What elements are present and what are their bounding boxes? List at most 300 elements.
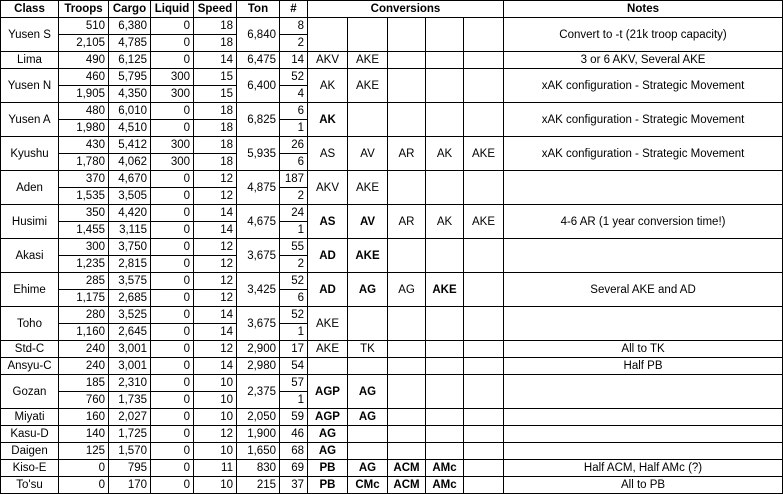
ton-cell: 6,840 [237,18,280,52]
troops-cell: 1,980 [59,120,109,137]
ton-cell: 6,475 [237,52,280,69]
conversion-cell [348,443,388,460]
ton-cell: 2,050 [237,409,280,426]
conversion-cell [464,69,504,103]
conversion-cell [308,18,348,52]
liquid-cell: 0 [151,341,194,358]
ton-cell: 3,675 [237,239,280,273]
conversion-cell: CMc [348,477,388,494]
class-cell: Kiso-E [1,460,59,477]
count-cell: 8 [280,18,308,35]
class-cell: Ansyu-C [1,358,59,375]
class-cell: Std-C [1,341,59,358]
troops-cell: 285 [59,273,109,290]
conversion-cell [426,443,464,460]
conversion-cell: AK [308,103,348,137]
conversion-cell: ACM [388,477,426,494]
ton-cell: 4,675 [237,205,280,239]
conversion-cell [388,307,426,341]
table-row [1,273,783,290]
notes-cell [504,307,783,341]
speed-cell: 12 [194,171,237,188]
table-row [1,69,783,86]
count-cell: 2 [280,188,308,205]
conversion-cell [464,409,504,426]
header-troops: Troops [59,1,109,18]
header-row [1,1,783,18]
notes-cell [504,239,783,273]
count-cell: 4 [280,86,308,103]
conversion-cell: AG [308,426,348,443]
liquid-cell: 0 [151,307,194,324]
conversion-cell: AS [308,137,348,171]
cargo-cell: 4,785 [109,35,151,52]
notes-cell: 4-6 AR (1 year conversion time!) [504,205,783,239]
conversion-cell: AKV [308,171,348,205]
conversion-cell [464,358,504,375]
speed-cell: 18 [194,18,237,35]
speed-cell: 10 [194,477,237,494]
notes-cell: Half PB [504,358,783,375]
count-cell: 17 [280,341,308,358]
speed-cell: 12 [194,256,237,273]
conversion-cell: TK [348,341,388,358]
notes-cell: Convert to -t (21k troop capacity) [504,18,783,52]
conversion-cell: AR [388,137,426,171]
class-cell: Akasi [1,239,59,273]
notes-cell: xAK configuration - Strategic Movement [504,103,783,137]
troops-cell: 1,160 [59,324,109,341]
conversion-cell [426,307,464,341]
table-row [1,137,783,154]
count-cell: 2 [280,256,308,273]
class-cell: Daigen [1,443,59,460]
conversion-cell [388,239,426,273]
conversion-cell [464,460,504,477]
ton-cell: 3,425 [237,273,280,307]
table-row [1,205,783,222]
header-liquid: Liquid [151,1,194,18]
conversion-cell: PB [308,477,348,494]
conversion-cell [388,103,426,137]
count-cell: 69 [280,460,308,477]
header-notes: Notes [504,1,783,18]
header-cargo: Cargo [109,1,151,18]
conversion-cell [464,307,504,341]
conversion-cell [388,358,426,375]
notes-cell [504,375,783,409]
count-cell: 55 [280,239,308,256]
conversion-cell: AGP [308,375,348,409]
troops-cell: 1,535 [59,188,109,205]
table-body [1,18,783,494]
conversion-cell: AMc [426,460,464,477]
conversion-cell [388,409,426,426]
class-cell: To'su [1,477,59,494]
conversion-cell [388,18,426,52]
conversion-cell [426,239,464,273]
cargo-cell: 4,670 [109,171,151,188]
count-cell: 46 [280,426,308,443]
troops-cell: 240 [59,358,109,375]
table-row [1,103,783,120]
table-row [1,460,783,477]
troops-cell: 160 [59,409,109,426]
class-cell: Kyushu [1,137,59,171]
troops-cell: 1,175 [59,290,109,307]
count-cell: 52 [280,273,308,290]
cargo-cell: 2,310 [109,375,151,392]
troops-cell: 240 [59,341,109,358]
conversion-cell [464,426,504,443]
liquid-cell: 0 [151,171,194,188]
count-cell: 1 [280,222,308,239]
conversion-cell: AS [308,205,348,239]
table-row [1,52,783,69]
liquid-cell: 0 [151,477,194,494]
table-row [1,409,783,426]
speed-cell: 12 [194,341,237,358]
speed-cell: 12 [194,239,237,256]
cargo-cell: 2,645 [109,324,151,341]
conversion-cell [388,171,426,205]
conversion-cell [388,375,426,409]
conversion-cell [426,171,464,205]
cargo-cell: 6,125 [109,52,151,69]
conversion-cell: AG [348,409,388,426]
cargo-cell: 3,001 [109,341,151,358]
troops-cell: 140 [59,426,109,443]
cargo-cell: 1,725 [109,426,151,443]
ton-cell: 830 [237,460,280,477]
troops-cell: 1,905 [59,86,109,103]
speed-cell: 18 [194,154,237,171]
conversion-cell [426,103,464,137]
notes-cell [504,426,783,443]
ton-cell: 5,935 [237,137,280,171]
speed-cell: 15 [194,86,237,103]
cargo-cell: 2,685 [109,290,151,307]
count-cell: 1 [280,120,308,137]
notes-cell: xAK configuration - Strategic Movement [504,137,783,171]
troops-cell: 300 [59,239,109,256]
speed-cell: 10 [194,375,237,392]
conversion-cell: AR [388,205,426,239]
conversion-cell [388,52,426,69]
conversion-cell: AKE [464,137,504,171]
conversion-cell [388,341,426,358]
count-cell: 14 [280,52,308,69]
table-row [1,443,783,460]
conversion-cell: ACM [388,460,426,477]
class-cell: Gozan [1,375,59,409]
cargo-cell: 3,505 [109,188,151,205]
conversion-cell: AG [388,273,426,307]
troops-cell: 510 [59,18,109,35]
notes-cell [504,409,783,426]
conversion-cell [426,409,464,426]
conversion-cell: AD [308,239,348,273]
table-row [1,18,783,35]
conversion-cell: AK [308,69,348,103]
cargo-cell: 3,001 [109,358,151,375]
cargo-cell: 6,380 [109,18,151,35]
header-ton: Ton [237,1,280,18]
speed-cell: 14 [194,205,237,222]
troops-cell: 480 [59,103,109,120]
count-cell: 1 [280,324,308,341]
conversion-cell: AKE [308,341,348,358]
conversion-cell [464,477,504,494]
liquid-cell: 0 [151,460,194,477]
troops-cell: 1,780 [59,154,109,171]
liquid-cell: 0 [151,188,194,205]
conversion-cell: AKV [308,52,348,69]
notes-cell: Half ACM, Half AMc (?) [504,460,783,477]
speed-cell: 18 [194,103,237,120]
speed-cell: 12 [194,290,237,307]
conversion-cell: AV [348,137,388,171]
conversion-cell [388,426,426,443]
liquid-cell: 0 [151,52,194,69]
troops-cell: 350 [59,205,109,222]
conversion-cell [426,69,464,103]
count-cell: 26 [280,137,308,154]
ton-cell: 2,900 [237,341,280,358]
conversion-cell: AKE [464,205,504,239]
count-cell: 52 [280,69,308,86]
troops-cell: 185 [59,375,109,392]
conversion-cell [464,103,504,137]
troops-cell: 0 [59,460,109,477]
cargo-cell: 795 [109,460,151,477]
troops-cell: 0 [59,477,109,494]
conversion-cell [464,239,504,273]
count-cell: 52 [280,307,308,324]
conversion-cell [426,426,464,443]
liquid-cell: 0 [151,443,194,460]
speed-cell: 12 [194,273,237,290]
speed-cell: 12 [194,426,237,443]
conversion-cell: AK [426,137,464,171]
conversion-cell: AKE [348,69,388,103]
conversion-cell [426,18,464,52]
table-row [1,239,783,256]
troops-cell: 280 [59,307,109,324]
table-row [1,375,783,392]
cargo-cell: 5,795 [109,69,151,86]
conversion-cell [464,18,504,52]
count-cell: 37 [280,477,308,494]
liquid-cell: 0 [151,222,194,239]
troops-cell: 370 [59,171,109,188]
conversion-cell [388,69,426,103]
conversion-cell: AV [348,205,388,239]
liquid-cell: 0 [151,324,194,341]
conversion-cell: AG [348,375,388,409]
conversion-cell: AD [308,273,348,307]
cargo-cell: 3,115 [109,222,151,239]
troops-cell: 430 [59,137,109,154]
liquid-cell: 0 [151,120,194,137]
speed-cell: 18 [194,35,237,52]
table-row [1,358,783,375]
ton-cell: 6,400 [237,69,280,103]
conversion-cell [464,341,504,358]
conversion-cell: AKE [348,52,388,69]
class-cell: Toho [1,307,59,341]
liquid-cell: 0 [151,103,194,120]
liquid-cell: 300 [151,69,194,86]
header-count: # [280,1,308,18]
conversion-cell: AKE [348,171,388,205]
count-cell: 6 [280,154,308,171]
ton-cell: 1,900 [237,426,280,443]
speed-cell: 18 [194,137,237,154]
conversion-cell: AKE [348,239,388,273]
table-row [1,426,783,443]
count-cell: 6 [280,103,308,120]
count-cell: 68 [280,443,308,460]
cargo-cell: 170 [109,477,151,494]
speed-cell: 10 [194,392,237,409]
liquid-cell: 0 [151,273,194,290]
notes-cell: 3 or 6 AKV, Several AKE [504,52,783,69]
class-cell: Aden [1,171,59,205]
cargo-cell: 2,027 [109,409,151,426]
class-cell: Yusen A [1,103,59,137]
ton-cell: 1,650 [237,443,280,460]
troops-cell: 760 [59,392,109,409]
count-cell: 187 [280,171,308,188]
class-cell: Ehime [1,273,59,307]
liquid-cell: 300 [151,137,194,154]
table-row [1,477,783,494]
ton-cell: 4,875 [237,171,280,205]
liquid-cell: 0 [151,358,194,375]
liquid-cell: 0 [151,392,194,409]
conversion-cell: AG [308,443,348,460]
conversion-cell [464,52,504,69]
notes-cell: Several AKE and AD [504,273,783,307]
count-cell: 59 [280,409,308,426]
class-cell: Miyati [1,409,59,426]
liquid-cell: 0 [151,290,194,307]
cargo-cell: 6,010 [109,103,151,120]
conversion-cell: AGP [308,409,348,426]
conversion-cell [464,375,504,409]
speed-cell: 15 [194,69,237,86]
notes-cell [504,443,783,460]
conversion-cell [426,52,464,69]
conversion-cell [348,103,388,137]
speed-cell: 14 [194,307,237,324]
count-cell: 54 [280,358,308,375]
conversion-cell [348,307,388,341]
cargo-cell: 4,062 [109,154,151,171]
troops-cell: 490 [59,52,109,69]
troops-cell: 125 [59,443,109,460]
table-row [1,307,783,324]
liquid-cell: 0 [151,239,194,256]
speed-cell: 10 [194,443,237,460]
class-cell: Yusen S [1,18,59,52]
liquid-cell: 0 [151,205,194,222]
speed-cell: 14 [194,358,237,375]
notes-cell: All to PB [504,477,783,494]
cargo-cell: 3,575 [109,273,151,290]
speed-cell: 14 [194,324,237,341]
ton-cell: 2,375 [237,375,280,409]
ton-cell: 215 [237,477,280,494]
conversion-cell [348,358,388,375]
ton-cell: 3,675 [237,307,280,341]
speed-cell: 12 [194,188,237,205]
conversion-cell [308,358,348,375]
speed-cell: 14 [194,52,237,69]
cargo-cell: 1,735 [109,392,151,409]
cargo-cell: 4,510 [109,120,151,137]
class-cell: Yusen N [1,69,59,103]
speed-cell: 11 [194,460,237,477]
conversion-cell: AG [348,460,388,477]
conversion-cell: PB [308,460,348,477]
troops-cell: 2,105 [59,35,109,52]
ton-cell: 2,980 [237,358,280,375]
liquid-cell: 0 [151,409,194,426]
conversion-cell [426,341,464,358]
troops-cell: 1,235 [59,256,109,273]
liquid-cell: 0 [151,426,194,443]
cargo-cell: 4,420 [109,205,151,222]
liquid-cell: 0 [151,35,194,52]
table-row [1,171,783,188]
conversion-cell: AK [426,205,464,239]
notes-cell [504,171,783,205]
notes-cell: xAK configuration - Strategic Movement [504,69,783,103]
header-speed: Speed [194,1,237,18]
count-cell: 1 [280,392,308,409]
conversion-cell [426,358,464,375]
conversion-cell [348,18,388,52]
speed-cell: 18 [194,120,237,137]
conversion-cell: AMc [426,477,464,494]
liquid-cell: 0 [151,256,194,273]
speed-cell: 10 [194,409,237,426]
cargo-cell: 4,350 [109,86,151,103]
count-cell: 6 [280,290,308,307]
table-row [1,341,783,358]
liquid-cell: 300 [151,86,194,103]
conversion-cell: AG [348,273,388,307]
cargo-cell: 2,815 [109,256,151,273]
ton-cell: 6,825 [237,103,280,137]
speed-cell: 14 [194,222,237,239]
header-conversions: Conversions [308,1,504,18]
cargo-cell: 3,525 [109,307,151,324]
class-cell: Husimi [1,205,59,239]
conversion-cell [464,171,504,205]
liquid-cell: 300 [151,154,194,171]
header-class: Class [1,1,59,18]
troops-cell: 1,455 [59,222,109,239]
count-cell: 2 [280,35,308,52]
notes-cell: All to TK [504,341,783,358]
liquid-cell: 0 [151,375,194,392]
conversion-cell [348,426,388,443]
conversion-cell: AKE [308,307,348,341]
troops-cell: 460 [59,69,109,86]
